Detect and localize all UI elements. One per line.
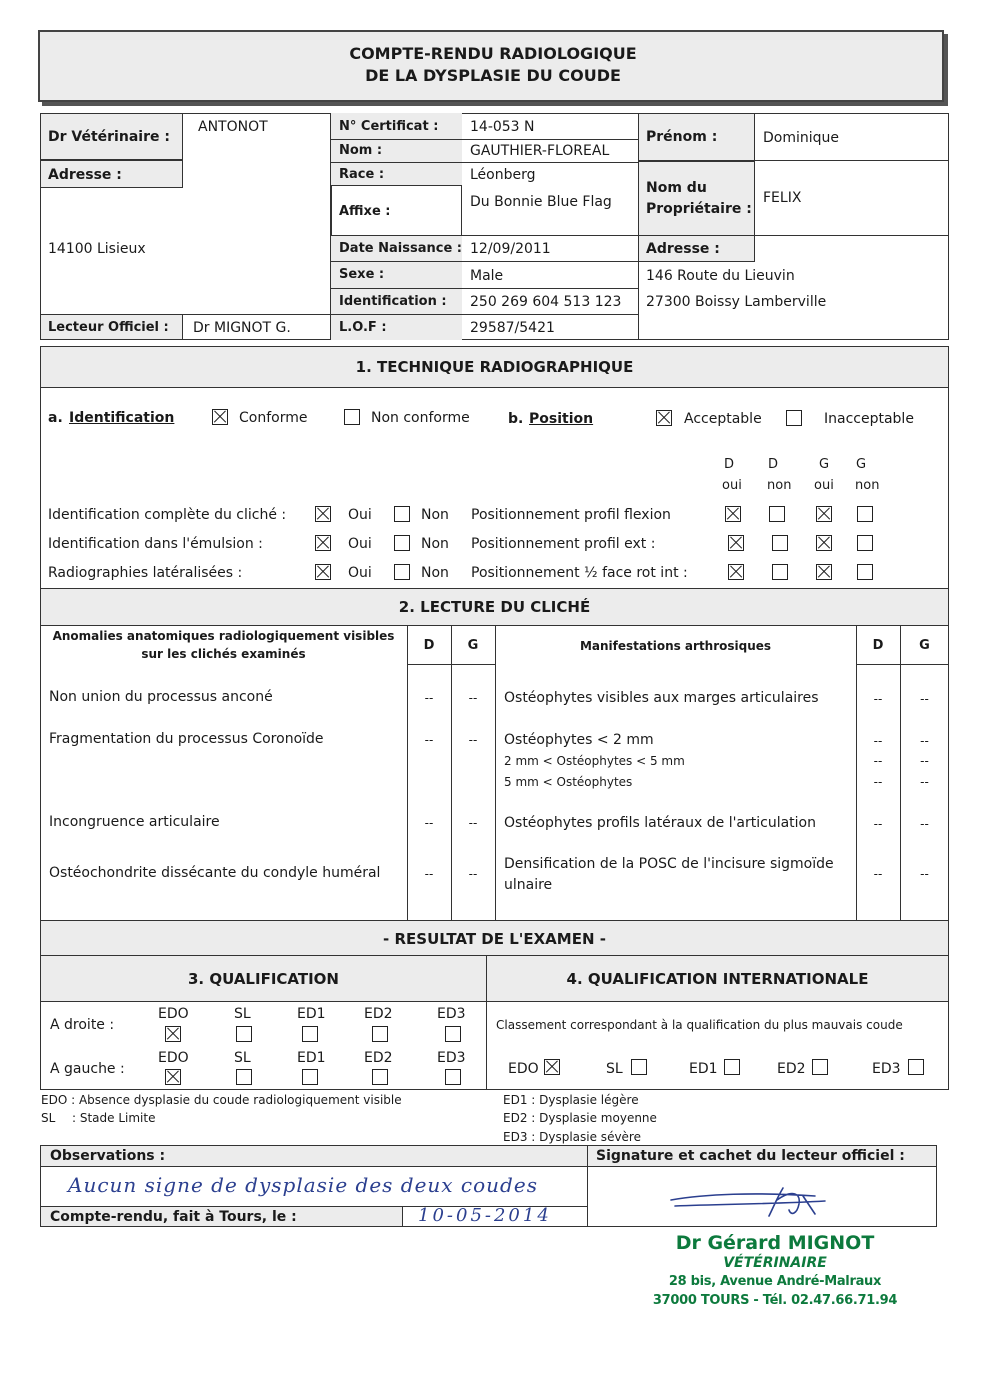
cert-value: 14-053 N xyxy=(470,119,535,135)
left-grade-ed1: ED1 xyxy=(297,1050,326,1066)
right-ed3-checkbox[interactable] xyxy=(445,1026,461,1042)
left-edo-checkbox[interactable] xyxy=(165,1069,181,1085)
sex-label: Sexe : xyxy=(339,267,385,282)
observations-text[interactable]: Aucun signe de dysplasie des deux coudes xyxy=(68,1173,538,1197)
arthrosis-row-4: 5 mm < Ostéophytes xyxy=(504,775,633,789)
tech-left-row-2: Identification dans l'émulsion : xyxy=(48,536,263,552)
arthrosis-6-d: -- xyxy=(873,867,883,881)
col-d-oui-2: oui xyxy=(722,478,742,493)
left-elbow-label: A gauche : xyxy=(50,1061,125,1077)
technique-title: 1. TECHNIQUE RADIOGRAPHIQUE xyxy=(355,358,634,376)
lecture-col-d-right: D xyxy=(872,638,884,653)
sex-value: Male xyxy=(470,268,504,284)
left-ed2-checkbox[interactable] xyxy=(372,1069,388,1085)
row3-non-checkbox[interactable] xyxy=(394,564,410,580)
arthrosis-row-5: Ostéophytes profils latéraux de l'articulation xyxy=(504,815,816,831)
intl-grade-ed2: ED2 xyxy=(777,1061,806,1077)
address-value: 14100 Lisieux xyxy=(48,241,146,257)
dob-value: 12/09/2011 xyxy=(470,241,551,257)
name-label: Nom : xyxy=(339,143,383,158)
lecture-col-g-left: G xyxy=(467,638,479,653)
owner-value: FELIX xyxy=(763,190,802,206)
vet-value: ANTONOT xyxy=(198,119,268,135)
left-grade-edo: EDO xyxy=(158,1050,189,1066)
right-grade-edo: EDO xyxy=(158,1006,189,1022)
race-label: Race : xyxy=(339,167,385,182)
legend-sl-code: SL xyxy=(41,1111,56,1125)
arthrosis-6-g: -- xyxy=(920,867,929,881)
affixe-label: Affixe : xyxy=(339,204,391,219)
anomaly-2-g: -- xyxy=(468,733,478,747)
halfface-g-non-checkbox[interactable] xyxy=(857,564,873,580)
flexion-g-oui-checkbox[interactable] xyxy=(816,506,832,522)
report-place-label: Compte-rendu, fait à Tours, le : xyxy=(50,1209,297,1225)
lof-label: L.O.F : xyxy=(339,320,387,335)
left-sl-checkbox[interactable] xyxy=(236,1069,252,1085)
identification-label: Identification : xyxy=(339,294,447,309)
arthrosis-row-1: Ostéophytes visibles aux marges articulaires xyxy=(504,690,819,706)
right-ed2-checkbox[interactable] xyxy=(372,1026,388,1042)
identification-heading: Identification xyxy=(69,410,175,426)
ext-g-oui-checkbox[interactable] xyxy=(816,535,832,551)
tech-right-row-1: Positionnement profil flexion xyxy=(471,507,671,523)
arthrosis-1-g: -- xyxy=(920,692,929,706)
firstname-value: Dominique xyxy=(763,130,840,146)
col-g-oui-1: G xyxy=(819,457,830,472)
legend-edo: EDO : Absence dysplasie du coude radiologiquement visible xyxy=(41,1093,402,1107)
lof-value: 29587/5421 xyxy=(470,320,555,336)
signature-label: Signature et cachet du lecteur officiel : xyxy=(596,1148,905,1164)
anomaly-row-2: Fragmentation du processus Coronoïde xyxy=(49,731,324,747)
dob-label: Date Naissance : xyxy=(339,241,462,256)
stamp-name: Dr Gérard MIGNOT xyxy=(675,1232,875,1254)
vet-label: Dr Vétérinaire : xyxy=(48,129,170,145)
qualification-title: 3. QUALIFICATION xyxy=(188,970,339,988)
legend-sl-text: : Stade Limite xyxy=(72,1111,156,1125)
ext-d-oui-checkbox[interactable] xyxy=(728,535,744,551)
anomalies-header-1: Anomalies anatomiques radiologiquement visibles xyxy=(52,629,395,643)
anomaly-row-1: Non union du processus anconé xyxy=(49,689,273,705)
position-prefix: b. xyxy=(508,411,524,427)
flexion-g-non-checkbox[interactable] xyxy=(857,506,873,522)
stamp-address: 28 bis, Avenue André-Malraux xyxy=(668,1274,882,1289)
international-qualification-title: 4. QUALIFICATION INTERNATIONALE xyxy=(566,970,869,988)
report-title-line1: COMPTE-RENDU RADIOLOGIQUE xyxy=(349,44,637,63)
reader-label: Lecteur Officiel : xyxy=(48,320,169,335)
anomaly-4-g: -- xyxy=(468,867,478,881)
col-d-oui-1: D xyxy=(724,457,735,472)
halfface-d-oui-checkbox[interactable] xyxy=(728,564,744,580)
lecture-title: 2. LECTURE DU CLICHÉ xyxy=(398,598,591,616)
col-d-non-2: non xyxy=(767,478,792,493)
row2-non-checkbox[interactable] xyxy=(394,535,410,551)
inacceptable-label: Inacceptable xyxy=(824,411,914,427)
left-ed1-checkbox[interactable] xyxy=(302,1069,318,1085)
right-grade-ed3: ED3 xyxy=(437,1006,466,1022)
anomaly-row-4: Ostéochondrite dissécante du condyle huméral xyxy=(49,865,381,881)
owner-label-2: Propriétaire : xyxy=(646,201,752,217)
left-ed3-checkbox[interactable] xyxy=(445,1069,461,1085)
observations-label: Observations : xyxy=(50,1148,166,1164)
legend-ed3: ED3 : Dysplasie sévère xyxy=(503,1130,641,1144)
result-title: - RESULTAT DE L'EXAMEN - xyxy=(383,930,606,948)
arthrosis-2-d: -- xyxy=(873,734,883,748)
halfface-g-oui-checkbox[interactable] xyxy=(816,564,832,580)
intl-grade-edo: EDO xyxy=(508,1061,539,1077)
anomaly-2-d: -- xyxy=(424,733,434,747)
tech-right-row-3: Positionnement ½ face rot int : xyxy=(471,565,688,581)
non-conforme-checkbox[interactable] xyxy=(344,409,360,425)
right-edo-checkbox[interactable] xyxy=(165,1026,181,1042)
col-d-non-1: D xyxy=(768,457,779,472)
reader-value: Dr MIGNOT G. xyxy=(193,320,291,336)
row3-non-label: Non xyxy=(421,565,449,581)
col-g-non-2: non xyxy=(855,478,880,493)
right-ed1-checkbox[interactable] xyxy=(302,1026,318,1042)
row2-oui-label: Oui xyxy=(348,536,372,552)
cert-label: N° Certificat : xyxy=(339,119,439,134)
tech-left-row-3: Radiographies latéralisées : xyxy=(48,565,243,581)
flexion-d-non-checkbox[interactable] xyxy=(769,506,785,522)
left-grade-ed2: ED2 xyxy=(364,1050,393,1066)
flexion-d-oui-checkbox[interactable] xyxy=(725,506,741,522)
anomaly-3-d: -- xyxy=(424,816,434,830)
owner-label-1: Nom du xyxy=(646,180,707,196)
arthrosis-5-d: -- xyxy=(873,817,883,831)
name-value: GAUTHIER-FLOREAL xyxy=(470,143,610,159)
arthrosis-row-3: 2 mm < Ostéophytes < 5 mm xyxy=(504,754,685,768)
intl-grade-sl: SL xyxy=(606,1061,623,1077)
arthrosis-4-d: -- xyxy=(873,775,883,789)
international-note: Classement correspondant à la qualification du plus mauvais coude xyxy=(496,1018,903,1032)
report-date[interactable]: 10-05-2014 xyxy=(418,1205,552,1226)
lecture-col-d-left: D xyxy=(423,638,435,653)
arthrosis-5-g: -- xyxy=(920,817,929,831)
signature-scribble xyxy=(665,1168,845,1224)
col-g-non-1: G xyxy=(856,457,867,472)
intl-sl-checkbox[interactable] xyxy=(631,1059,647,1075)
intl-ed1-checkbox[interactable] xyxy=(724,1059,740,1075)
intl-ed3-checkbox[interactable] xyxy=(908,1059,924,1075)
anomaly-1-d: -- xyxy=(424,691,434,705)
tech-left-row-1: Identification complète du cliché : xyxy=(48,507,287,523)
owner-address-line2: 27300 Boissy Lamberville xyxy=(646,294,827,310)
left-grade-ed3: ED3 xyxy=(437,1050,466,1066)
legend-ed1: ED1 : Dysplasie légère xyxy=(503,1093,639,1107)
intl-edo-checkbox[interactable] xyxy=(544,1059,560,1075)
ext-g-non-checkbox[interactable] xyxy=(857,535,873,551)
legend-ed2: ED2 : Dysplasie moyenne xyxy=(503,1111,657,1125)
right-elbow-label: A droite : xyxy=(50,1017,115,1033)
arthrosis-row-6: Densification de la POSC de l'incisure sigmoïde xyxy=(504,856,834,872)
lecture-col-g-right: G xyxy=(919,638,930,653)
arthrosis-4-g: -- xyxy=(920,775,929,789)
stamp-city: 37000 TOURS - Tél. 02.47.66.71.94 xyxy=(652,1293,898,1308)
position-heading: Position xyxy=(529,411,594,427)
arthrosis-header: Manifestations arthrosiques xyxy=(579,639,772,653)
inacceptable-checkbox[interactable] xyxy=(786,410,802,426)
arthrosis-2-g: -- xyxy=(920,734,929,748)
row3-oui-label: Oui xyxy=(348,565,372,581)
row2-non-label: Non xyxy=(421,536,449,552)
halfface-d-non-checkbox[interactable] xyxy=(772,564,788,580)
row1-non-checkbox[interactable] xyxy=(394,506,410,522)
left-grade-sl: SL xyxy=(234,1050,251,1066)
arthrosis-row-6b: ulnaire xyxy=(504,877,553,893)
right-sl-checkbox[interactable] xyxy=(236,1026,252,1042)
stamp-title: VÉTÉRINAIRE xyxy=(723,1255,827,1271)
tech-right-row-2: Positionnement profil ext : xyxy=(471,536,656,552)
intl-grade-ed3: ED3 xyxy=(872,1061,901,1077)
acceptable-label: Acceptable xyxy=(684,411,762,427)
owner-address-label: Adresse : xyxy=(646,241,720,257)
firstname-label: Prénom : xyxy=(646,129,718,145)
identification-prefix: a. xyxy=(48,410,63,426)
anomaly-4-d: -- xyxy=(424,867,434,881)
acceptable-checkbox[interactable] xyxy=(656,410,672,426)
owner-address-line1: 146 Route du Lieuvin xyxy=(646,268,795,284)
anomaly-3-g: -- xyxy=(468,816,478,830)
row1-non-label: Non xyxy=(421,507,449,523)
anomalies-header-2: sur les clichés examinés xyxy=(141,647,306,661)
intl-ed2-checkbox[interactable] xyxy=(812,1059,828,1075)
row1-oui-checkbox[interactable] xyxy=(315,506,331,522)
right-grade-sl: SL xyxy=(234,1006,251,1022)
row1-oui-label: Oui xyxy=(348,507,372,523)
affixe-value: Du Bonnie Blue Flag xyxy=(470,194,612,210)
report-title-line2: DE LA DYSPLASIE DU COUDE xyxy=(365,66,621,85)
non-conforme-label: Non conforme xyxy=(371,410,470,426)
right-grade-ed2: ED2 xyxy=(364,1006,393,1022)
anomaly-1-g: -- xyxy=(468,691,478,705)
arthrosis-row-2: Ostéophytes < 2 mm xyxy=(504,732,654,748)
row2-oui-checkbox[interactable] xyxy=(315,535,331,551)
conforme-checkbox[interactable] xyxy=(212,409,228,425)
arthrosis-3-g: -- xyxy=(920,754,929,768)
identification-value: 250 269 604 513 123 xyxy=(470,294,622,310)
row3-oui-checkbox[interactable] xyxy=(315,564,331,580)
intl-grade-ed1: ED1 xyxy=(689,1061,718,1077)
anomaly-row-3: Incongruence articulaire xyxy=(49,814,220,830)
right-grade-ed1: ED1 xyxy=(297,1006,326,1022)
arthrosis-3-d: -- xyxy=(873,754,883,768)
conforme-label: Conforme xyxy=(239,410,308,426)
race-value: Léonberg xyxy=(470,167,536,183)
ext-d-non-checkbox[interactable] xyxy=(772,535,788,551)
col-g-oui-2: oui xyxy=(814,478,834,493)
arthrosis-1-d: -- xyxy=(873,692,883,706)
address-label: Adresse : xyxy=(48,167,122,183)
